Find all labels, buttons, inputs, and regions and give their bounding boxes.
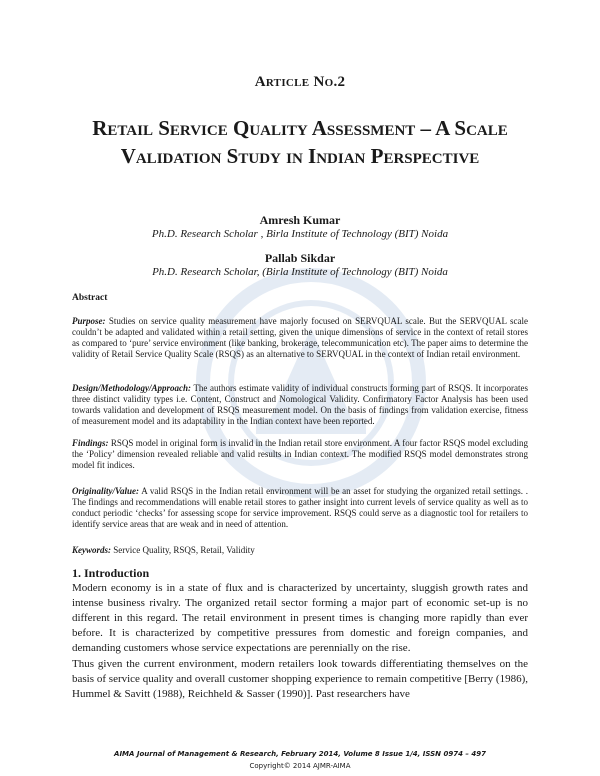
- findings-text: RSQS model in original form is invalid in the Indian retail store environment. A four factor RSQS model excluding the ‘Policy’ dimension revealed reliable and valid results in Indian context. The modified RSQS model demonstrates strong model fit indices.: [72, 438, 529, 470]
- abstract-findings: [72, 438, 528, 471]
- originality-text: A valid RSQS in the Indian retail environment will be an asset for studying the organized retail settings. . The findings and recommendations will enable retail stores to gather insight into current levels of service quality as well as to conduct periodic ‘checks’ for assessing scope for service improvement. RSQS could serve as a diagnostic tool for retailers to identify service areas that are weak and in need of attention.: [72, 486, 528, 529]
- journal-footer: AIMA Journal of Management & Research, February 2014, Volume 8 Issue 1/4, ISSN 0974 – 497: [114, 750, 486, 758]
- purpose-text: Studies on service quality measurement have majorly focused on SERVQUAL scale. But the SERVQUAL scale couldn’t be adapted and validated within a retail setting, given the unique dimensions of service in the context of retail stores as compared to ‘pure’ service environment (like banking, brokerage, telecommunication etc). The paper aims to determine the validity of Retail Service Quality Scale (RSQS) as an alternative to SERVQUAL in the context of Indian retail environment.: [72, 316, 528, 359]
- design-text: The authors estimate validity of individual constructs forming part of RSQS. It incorporates three distinct validity types i.e. Content, Construct and Nomological Validity. Confirmatory Factor Analysis has been used towards validation and development of RSQS measurement model. On the basis of findings from validation exercise, fitness of measurement model and its adaptability in the Indian context have been reported.: [72, 383, 529, 426]
- abstract-heading: Abstract: [72, 293, 108, 303]
- author-1-affiliation: Ph.D. Research Scholar , Birla Institute of Technology (BIT) Noida: [151, 228, 449, 240]
- purpose-label: Purpose:: [72, 316, 106, 326]
- introduction-paragraph-1: Modern economy is in a state of flux and is characterized by uncertainty, sluggish growth rates and intense business rivalry. The organized retail sector forming a major part of economic set-up is no different in this regard. The retail environment in present times is changing more rapidly than ever before. It is characterized by competitive pressures from domestic and foreign companies, and demanding customers whose service expectations are perennially on the rise.: [72, 582, 528, 654]
- author-2-name: Pallab Sikdar: [264, 251, 336, 265]
- abstract-originality: [72, 486, 528, 530]
- paper-title: Retail Service Quality Assessment – A Scale Validation Study in Indian Perspective: [92, 116, 508, 168]
- abstract-purpose: [72, 316, 528, 360]
- design-label: Design/Methodology/Approach:: [72, 383, 192, 393]
- keywords-label: Keywords:: [72, 545, 111, 555]
- copyright-footer: Copyright© 2014 AJMR-AIMA: [249, 762, 351, 770]
- introduction-paragraph-2: Thus given the current environment, modern retailers look towards differentiating themselves on the basis of service quality and overall customer shopping experience to remain competitive [Berry (1986), Hummel & Savitt (1988), Reichheld & Sasser (1990)]. Past researchers have: [72, 658, 528, 700]
- article-number: Article No.2: [254, 74, 346, 90]
- findings-label: Findings:: [72, 438, 109, 448]
- introduction-heading: 1. Introduction: [72, 566, 150, 580]
- keywords: [72, 545, 528, 555]
- author-1-name: Amresh Kumar: [259, 213, 341, 227]
- abstract-design: [72, 383, 528, 427]
- originality-label: Originality/Value:: [72, 486, 140, 496]
- keywords-text: Service Quality, RSQS, Retail, Validity: [113, 545, 255, 555]
- author-2-affiliation: Ph.D. Research Scholar, (Birla Institute of Technology (BIT) Noida: [152, 266, 448, 278]
